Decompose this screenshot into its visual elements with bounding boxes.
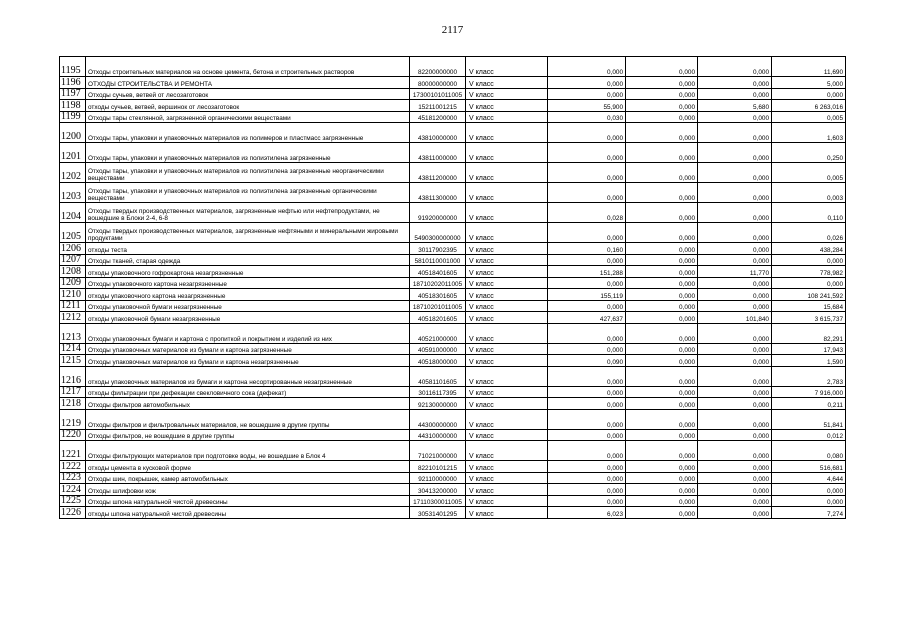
value-col-2: 0,000: [626, 254, 698, 266]
hazard-class: V класс: [466, 254, 548, 266]
table-row: [60, 243, 846, 255]
value-col-1: 6,023: [548, 507, 626, 519]
value-col-3: 0,000: [698, 143, 772, 163]
row-number: 1217: [60, 386, 86, 398]
value-col-1: 0,000: [548, 88, 626, 100]
waste-code: 30531401295: [410, 507, 466, 519]
hazard-class: V класс: [466, 472, 548, 484]
waste-code: 40581101605: [410, 366, 466, 386]
value-col-3: 0,000: [698, 429, 772, 441]
hazard-class: V класс: [466, 163, 548, 183]
value-col-4: 0,250: [772, 143, 846, 163]
row-number: 1209: [60, 277, 86, 289]
value-col-1: 0,028: [548, 203, 626, 223]
table-row: [60, 111, 846, 123]
page-number: 2117: [441, 24, 464, 36]
hazard-class: V класс: [466, 123, 548, 143]
waste-name: Отходы тканей, старая одежда: [86, 254, 410, 266]
value-col-1: 0,000: [548, 223, 626, 243]
value-col-3: 0,000: [698, 507, 772, 519]
value-col-3: 0,000: [698, 243, 772, 255]
value-col-1: 0,000: [548, 143, 626, 163]
value-col-3: 0,000: [698, 289, 772, 301]
hazard-class: V класс: [466, 266, 548, 278]
waste-code: 91920000000: [410, 203, 466, 223]
value-col-3: 0,000: [698, 366, 772, 386]
value-col-4: 0,005: [772, 111, 846, 123]
value-col-3: 0,000: [698, 495, 772, 507]
row-number: 1220: [60, 429, 86, 441]
value-col-3: 0,000: [698, 484, 772, 496]
row-number: 1208: [60, 266, 86, 278]
value-col-3: 5,680: [698, 100, 772, 112]
value-col-3: 0,000: [698, 472, 772, 484]
row-number: 1210: [60, 289, 86, 301]
hazard-class: V класс: [466, 507, 548, 519]
row-number: 1196: [60, 77, 86, 89]
waste-name: Отходы фильтров, не вошедшие в другие группы: [86, 429, 410, 441]
row-number: 1225: [60, 495, 86, 507]
row-number: 1201: [60, 143, 86, 163]
value-col-2: 0,000: [626, 88, 698, 100]
value-col-2: 0,000: [626, 111, 698, 123]
row-number: 1223: [60, 472, 86, 484]
waste-code: 40521000000: [410, 323, 466, 343]
waste-code: 40518301605: [410, 289, 466, 301]
value-col-3: 0,000: [698, 77, 772, 89]
hazard-class: V класс: [466, 300, 548, 312]
table-row: [60, 429, 846, 441]
value-col-2: 0,000: [626, 183, 698, 203]
row-number: 1204: [60, 203, 86, 223]
waste-code: 30117902395: [410, 243, 466, 255]
hazard-class: V класс: [466, 111, 548, 123]
value-col-3: 0,000: [698, 323, 772, 343]
table-row: [60, 100, 846, 112]
waste-code: 15211001215: [410, 100, 466, 112]
value-col-4: 1,603: [772, 123, 846, 143]
waste-code: 82210101215: [410, 461, 466, 473]
waste-code: 44300000000: [410, 409, 466, 429]
value-col-2: 0,000: [626, 461, 698, 473]
value-col-4: 0,000: [772, 88, 846, 100]
value-col-3: 0,000: [698, 343, 772, 355]
value-col-3: 0,000: [698, 183, 772, 203]
table-row: [60, 312, 846, 324]
value-col-4: 0,000: [772, 495, 846, 507]
row-number: 1211: [60, 300, 86, 312]
value-col-1: 0,000: [548, 343, 626, 355]
table-row: [60, 57, 846, 77]
table-row: [60, 254, 846, 266]
waste-name: ОТХОДЫ СТРОИТЕЛЬСТВА И РЕМОНТА: [86, 77, 410, 89]
value-col-1: 0,000: [548, 386, 626, 398]
waste-code: 5810110001000: [410, 254, 466, 266]
waste-name: Отходы тары, упаковки и упаковочных материалов из полимеров и пластмасс загрязненные: [86, 123, 410, 143]
hazard-class: V класс: [466, 429, 548, 441]
value-col-4: 11,690: [772, 57, 846, 77]
hazard-class: V класс: [466, 312, 548, 324]
table-row: [60, 409, 846, 429]
value-col-4: 15,684: [772, 300, 846, 312]
value-col-4: 0,211: [772, 398, 846, 410]
value-col-2: 0,000: [626, 429, 698, 441]
hazard-class: V класс: [466, 203, 548, 223]
row-number: 1222: [60, 461, 86, 473]
value-col-2: 0,000: [626, 223, 698, 243]
row-number: 1224: [60, 484, 86, 496]
value-col-2: 0,000: [626, 143, 698, 163]
value-col-1: 427,637: [548, 312, 626, 324]
table-row: [60, 323, 846, 343]
value-col-2: 0,000: [626, 323, 698, 343]
waste-code: 82200000000: [410, 57, 466, 77]
waste-name: Отходы фильтрующих материалов при подготовке воды, не вошедшие в Блок 4: [86, 441, 410, 461]
value-col-3: 11,770: [698, 266, 772, 278]
hazard-class: V класс: [466, 57, 548, 77]
waste-code: 5490300000000: [410, 223, 466, 243]
value-col-2: 0,000: [626, 277, 698, 289]
table-row: [60, 123, 846, 143]
hazard-class: V класс: [466, 323, 548, 343]
waste-name: отходы фильтрации при дефекации свекловичного сока (дефекат): [86, 386, 410, 398]
value-col-3: 0,000: [698, 409, 772, 429]
waste-code: 18710202011005: [410, 277, 466, 289]
waste-code: 43811000000: [410, 143, 466, 163]
hazard-class: V класс: [466, 77, 548, 89]
hazard-class: V класс: [466, 398, 548, 410]
value-col-4: 5,000: [772, 77, 846, 89]
waste-table: [59, 56, 846, 519]
table-row: [60, 88, 846, 100]
waste-code: 80000000000: [410, 77, 466, 89]
value-col-4: 108 241,592: [772, 289, 846, 301]
value-col-4: 0,080: [772, 441, 846, 461]
table-row: [60, 386, 846, 398]
value-col-1: 55,900: [548, 100, 626, 112]
value-col-2: 0,000: [626, 441, 698, 461]
value-col-2: 0,000: [626, 484, 698, 496]
value-col-1: 0,000: [548, 163, 626, 183]
value-col-1: 0,000: [548, 484, 626, 496]
waste-name: Отходы упаковочных материалов из бумаги и картона загрязненные: [86, 343, 410, 355]
waste-name: Отходы упаковочной бумаги незагрязненные: [86, 300, 410, 312]
hazard-class: V класс: [466, 355, 548, 367]
row-number: 1212: [60, 312, 86, 324]
value-col-2: 0,000: [626, 289, 698, 301]
waste-name: Отходы шин, покрышек, камер автомобильных: [86, 472, 410, 484]
waste-name: Отходы фильтров и фильтровальных материалов, не вошедшие в другие группы: [86, 409, 410, 429]
hazard-class: V класс: [466, 183, 548, 203]
value-col-3: 0,000: [698, 355, 772, 367]
value-col-3: 0,000: [698, 277, 772, 289]
table-row: [60, 289, 846, 301]
hazard-class: V класс: [466, 343, 548, 355]
row-number: 1218: [60, 398, 86, 410]
waste-name: Отходы тары, упаковки и упаковочных материалов из полиэтилена загрязненные: [86, 143, 410, 163]
value-col-2: 0,000: [626, 472, 698, 484]
table-row: [60, 77, 846, 89]
value-col-4: 0,005: [772, 163, 846, 183]
value-col-3: 0,000: [698, 386, 772, 398]
value-col-4: 0,110: [772, 203, 846, 223]
hazard-class: V класс: [466, 484, 548, 496]
row-number: 1213: [60, 323, 86, 343]
value-col-2: 0,000: [626, 312, 698, 324]
value-col-2: 0,000: [626, 266, 698, 278]
row-number: 1226: [60, 507, 86, 519]
row-number: 1202: [60, 163, 86, 183]
waste-code: 43811300000: [410, 183, 466, 203]
hazard-class: V класс: [466, 223, 548, 243]
value-col-4: 7,274: [772, 507, 846, 519]
waste-name: Отходы тары, упаковки и упаковочных материалов из полиэтилена загрязненные неорганическими веществами: [86, 163, 410, 183]
waste-code: 92110000000: [410, 472, 466, 484]
row-number: 1216: [60, 366, 86, 386]
hazard-class: V класс: [466, 289, 548, 301]
value-col-3: 0,000: [698, 203, 772, 223]
value-col-2: 0,000: [626, 355, 698, 367]
value-col-2: 0,000: [626, 77, 698, 89]
waste-code: 30413200000: [410, 484, 466, 496]
value-col-3: 0,000: [698, 123, 772, 143]
hazard-class: V класс: [466, 100, 548, 112]
value-col-4: 1,590: [772, 355, 846, 367]
waste-name: отходы теста: [86, 243, 410, 255]
value-col-4: 516,681: [772, 461, 846, 473]
waste-code: 18710201011005: [410, 300, 466, 312]
waste-name: отходы шпона натуральной чистой древесины: [86, 507, 410, 519]
hazard-class: V класс: [466, 88, 548, 100]
value-col-4: 17,943: [772, 343, 846, 355]
row-number: 1205: [60, 223, 86, 243]
value-col-4: 51,841: [772, 409, 846, 429]
value-col-3: 0,000: [698, 88, 772, 100]
waste-name: Отходы фильтров автомобильных: [86, 398, 410, 410]
hazard-class: V класс: [466, 366, 548, 386]
value-col-1: 0,000: [548, 495, 626, 507]
table-row: [60, 461, 846, 473]
waste-name: Отходы тары, упаковки и упаковочных материалов из полиэтилена загрязненные органическими веществами: [86, 183, 410, 203]
value-col-1: 0,000: [548, 300, 626, 312]
table-row: [60, 472, 846, 484]
value-col-1: 0,000: [548, 366, 626, 386]
value-col-4: 2,783: [772, 366, 846, 386]
row-number: 1219: [60, 409, 86, 429]
row-number: 1215: [60, 355, 86, 367]
row-number: 1197: [60, 88, 86, 100]
value-col-2: 0,000: [626, 507, 698, 519]
value-col-3: 0,000: [698, 223, 772, 243]
table-row: [60, 343, 846, 355]
value-col-2: 0,000: [626, 386, 698, 398]
value-col-2: 0,000: [626, 100, 698, 112]
value-col-3: 0,000: [698, 300, 772, 312]
waste-code: 43811200000: [410, 163, 466, 183]
value-col-2: 0,000: [626, 300, 698, 312]
waste-name: Отходы упаковочных материалов из бумаги и картона незагрязненные: [86, 355, 410, 367]
value-col-1: 0,030: [548, 111, 626, 123]
waste-name: отходы упаковочных материалов из бумаги и картона несортированные незагрязненные: [86, 366, 410, 386]
table-row: [60, 441, 846, 461]
table-row: [60, 143, 846, 163]
value-col-2: 0,000: [626, 163, 698, 183]
hazard-class: V класс: [466, 243, 548, 255]
value-col-1: 0,000: [548, 461, 626, 473]
table-body: [60, 57, 846, 519]
value-col-4: 0,003: [772, 183, 846, 203]
waste-name: Отходы сучьев, ветвей от лесозаготовок: [86, 88, 410, 100]
waste-code: 17110300011005: [410, 495, 466, 507]
value-col-4: 6 263,016: [772, 100, 846, 112]
value-col-1: 0,090: [548, 355, 626, 367]
row-number: 1221: [60, 441, 86, 461]
value-col-1: 155,119: [548, 289, 626, 301]
waste-code: 40518000000: [410, 355, 466, 367]
row-number: 1195: [60, 57, 86, 77]
value-col-4: 0,026: [772, 223, 846, 243]
value-col-1: 0,000: [548, 323, 626, 343]
value-col-4: 438,284: [772, 243, 846, 255]
waste-code: 40518401605: [410, 266, 466, 278]
value-col-1: 0,000: [548, 183, 626, 203]
value-col-4: 0,000: [772, 277, 846, 289]
value-col-1: 0,000: [548, 429, 626, 441]
row-number: 1200: [60, 123, 86, 143]
row-number: 1203: [60, 183, 86, 203]
hazard-class: V класс: [466, 143, 548, 163]
waste-name: Отходы шпона натуральной чистой древесины: [86, 495, 410, 507]
table-row: [60, 366, 846, 386]
waste-code: 44310000000: [410, 429, 466, 441]
waste-code: 30116117395: [410, 386, 466, 398]
value-col-3: 0,000: [698, 111, 772, 123]
table-row: [60, 355, 846, 367]
waste-name: Отходы твердых производственных материалов, загрязненные нефтяными и минеральными жировыми продуктами: [86, 223, 410, 243]
value-col-2: 0,000: [626, 243, 698, 255]
waste-code: 92130000000: [410, 398, 466, 410]
waste-code: 40591000000: [410, 343, 466, 355]
row-number: 1199: [60, 111, 86, 123]
value-col-4: 4,644: [772, 472, 846, 484]
value-col-2: 0,000: [626, 495, 698, 507]
value-col-2: 0,000: [626, 398, 698, 410]
hazard-class: V класс: [466, 461, 548, 473]
value-col-1: 151,288: [548, 266, 626, 278]
waste-name: Отходы тары стеклянной, загрязненной органическими веществами: [86, 111, 410, 123]
value-col-4: 0,000: [772, 484, 846, 496]
hazard-class: V класс: [466, 277, 548, 289]
table-row: [60, 266, 846, 278]
hazard-class: V класс: [466, 495, 548, 507]
waste-name: Отходы твердых производственных материалов, загрязненные нефтью или нефтепродуктами, не вошедшие в Блоки 2-4, 6-8: [86, 203, 410, 223]
waste-code: 43810000000: [410, 123, 466, 143]
table-row: [60, 183, 846, 203]
row-number: 1206: [60, 243, 86, 255]
table-row: [60, 507, 846, 519]
value-col-4: 0,000: [772, 254, 846, 266]
hazard-class: V класс: [466, 386, 548, 398]
value-col-3: 0,000: [698, 163, 772, 183]
waste-code: 45181200000: [410, 111, 466, 123]
waste-name: отходы упаковочной бумаги незагрязненные: [86, 312, 410, 324]
row-number: 1207: [60, 254, 86, 266]
row-number: 1214: [60, 343, 86, 355]
value-col-3: 0,000: [698, 398, 772, 410]
waste-name: отходы упаковочного гофрокартона незагрязненные: [86, 266, 410, 278]
waste-name: отходы цемента в кусковой форме: [86, 461, 410, 473]
value-col-3: 0,000: [698, 57, 772, 77]
waste-name: отходы упаковочного картона незагрязненные: [86, 289, 410, 301]
value-col-2: 0,000: [626, 57, 698, 77]
value-col-4: 7 916,000: [772, 386, 846, 398]
value-col-1: 0,000: [548, 277, 626, 289]
value-col-2: 0,000: [626, 343, 698, 355]
row-number: 1198: [60, 100, 86, 112]
waste-code: 71021000000: [410, 441, 466, 461]
value-col-1: 0,000: [548, 472, 626, 484]
value-col-2: 0,000: [626, 366, 698, 386]
value-col-3: 0,000: [698, 461, 772, 473]
value-col-1: 0,160: [548, 243, 626, 255]
value-col-1: 0,000: [548, 123, 626, 143]
value-col-1: 0,000: [548, 398, 626, 410]
table-row: [60, 277, 846, 289]
value-col-2: 0,000: [626, 409, 698, 429]
table-row: [60, 163, 846, 183]
value-col-1: 0,000: [548, 409, 626, 429]
table-row: [60, 495, 846, 507]
table-row: [60, 300, 846, 312]
waste-code: 40518201605: [410, 312, 466, 324]
value-col-4: 82,291: [772, 323, 846, 343]
table-row: [60, 398, 846, 410]
value-col-1: 0,000: [548, 254, 626, 266]
value-col-1: 0,000: [548, 77, 626, 89]
hazard-class: V класс: [466, 409, 548, 429]
waste-name: Отходы строительных материалов на основе цемента, бетона и строительных растворов: [86, 57, 410, 77]
value-col-3: 0,000: [698, 441, 772, 461]
table-row: [60, 203, 846, 223]
value-col-3: 0,000: [698, 254, 772, 266]
hazard-class: V класс: [466, 441, 548, 461]
table-row: [60, 484, 846, 496]
value-col-3: 101,840: [698, 312, 772, 324]
waste-name: Отходы шлифовки кож: [86, 484, 410, 496]
value-col-2: 0,000: [626, 123, 698, 143]
value-col-1: 0,000: [548, 441, 626, 461]
waste-name: Отходы упаковочного картона незагрязненные: [86, 277, 410, 289]
value-col-2: 0,000: [626, 203, 698, 223]
value-col-4: 0,012: [772, 429, 846, 441]
waste-name: отходы сучьев, ветвей, вершинок от лесозаготовок: [86, 100, 410, 112]
value-col-4: 778,982: [772, 266, 846, 278]
table-row: [60, 223, 846, 243]
value-col-1: 0,000: [548, 57, 626, 77]
waste-code: 17300101011005: [410, 88, 466, 100]
waste-name: Отходы упаковочных бумаги и картона с пропиткой и покрытием и изделий из них: [86, 323, 410, 343]
value-col-4: 3 615,737: [772, 312, 846, 324]
